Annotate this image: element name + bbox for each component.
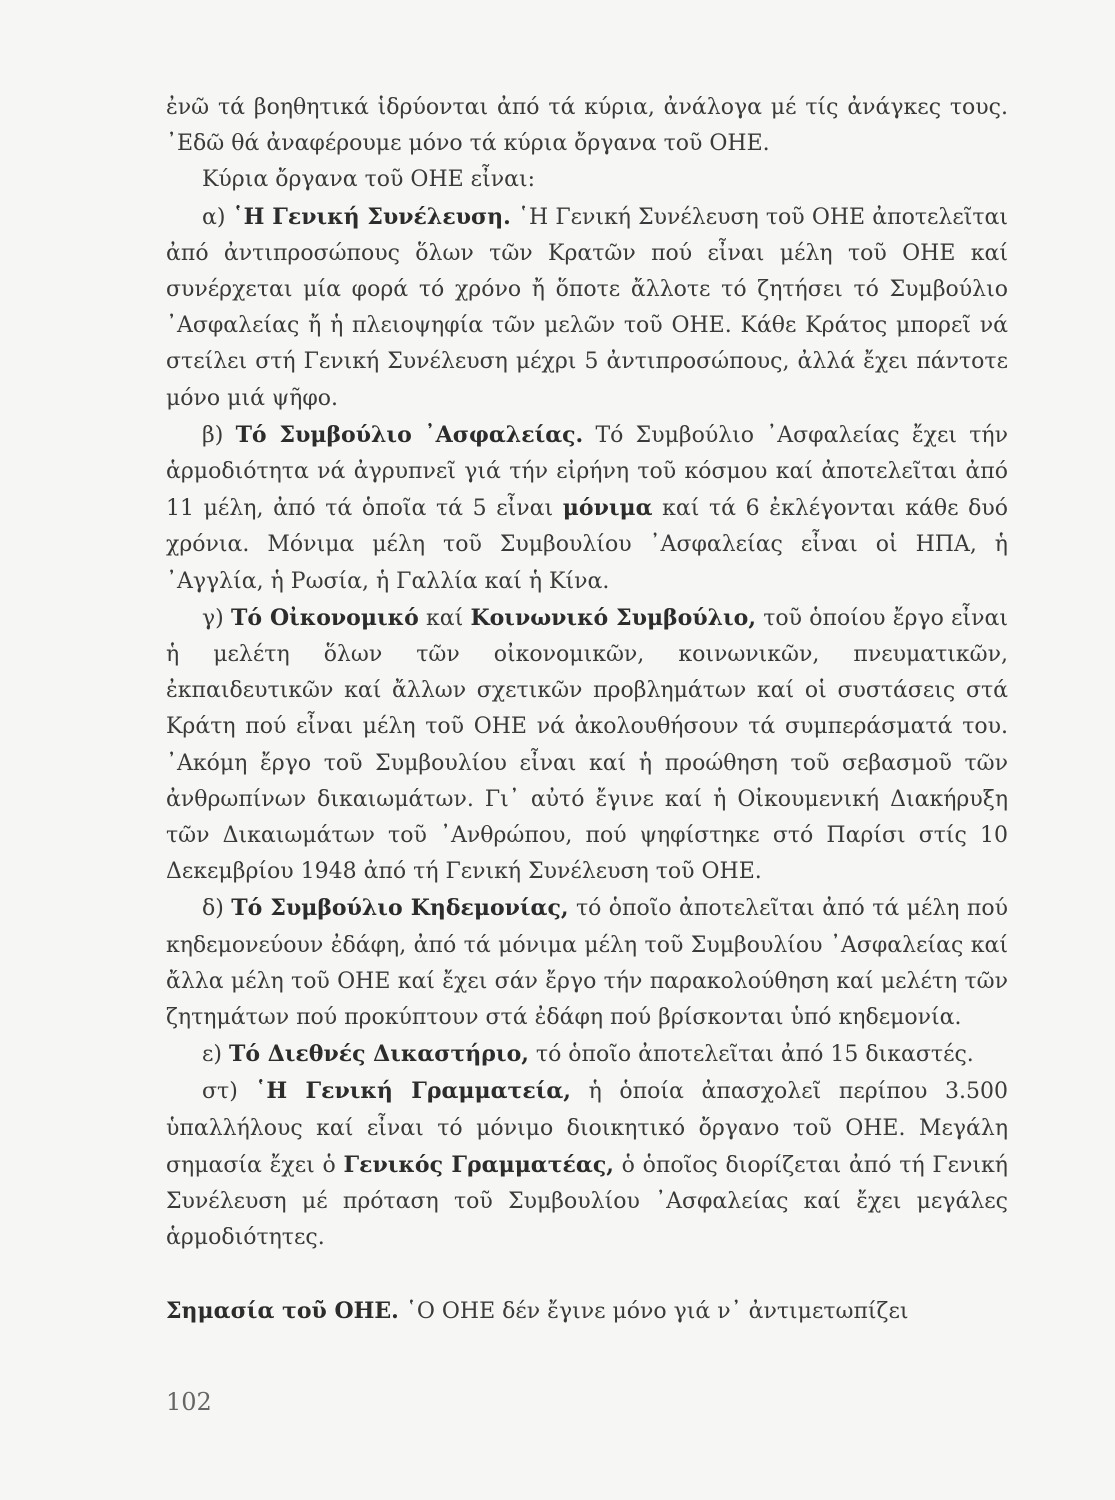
list-marker: δ) [202,896,232,922]
text-run: ῾Η Γενική Συνέλευση τοῦ ΟΗΕ ἀποτελεῖται ἀπό ἀντιπροσώπους ὅλων τῶν Κρατῶν πού εἶναι μέλη τοῦ ΟΗΕ καί συνέρχεται μία φορά τό χρόνο ἤ ὅποτε ἄλλοτε τό ζητήσει τό Συμβούλιο ᾿Ασφαλείας ἤ ἡ πλειοψηφία τῶν μελῶν τοῦ ΟΗΕ. Κάθε Κράτος μπορεῖ νά στείλει στή Γενική Συνέλευση μέχρι 5 ἀντιπροσώπους, ἀλλά ἔχει πάντοτε μόνο μιά ψῆφο. [166,204,1009,411]
paragraph-intro [166,90,1008,162]
bold-term: μόνιμα [562,495,653,522]
text-run: καί [418,605,471,631]
bold-term: Τό Διεθνές Δικαστήριο, [228,1041,529,1068]
paragraph-general-assembly [166,199,1008,417]
bold-term: Τό Οἰκονομικό [230,604,419,631]
text-run: ὁ ὁποῖος διορίζεται ἀπό τή Γενική Συνέλευση μέ πρόταση τοῦ Συμβουλίου ᾿Ασφαλείας καί ἔχει μεγάλες ἁρμοδιότητες. [166,1152,1008,1251]
paragraph-international-court [166,1036,1008,1073]
page-number: 102 [166,1388,212,1416]
text-run: ἐνῶ τά βοηθητικά ἱδρύονται ἀπό τά κύρια, ἀνάλογα μέ τίς ἀνάγκες τους. ᾿Εδῶ θά ἀναφέρουμε μόνο τά κύρια ὄργανα τοῦ ΟΗΕ. [166,95,1008,157]
list-marker: α) [202,204,233,230]
bold-term: ῾Η Γενική Γραμματεία, [255,1078,571,1105]
text-run: ῾Ο ΟΗΕ δέν ἔγινε μόνο γιά ν᾿ ἀντιμετωπίζει [398,1298,909,1324]
text-run: καί τά 6 ἐκλέγονται κάθε δυό χρόνια. Μόνιμα μέλη τοῦ Συμβουλίου ᾿Ασφαλείας εἶναι οἱ ΗΠΑ, ἡ ᾿Αγγλία, ἡ Ρωσία, ἡ Γαλλία καί ἡ Κίνα. [166,496,1008,594]
list-marker: ε) [202,1042,229,1068]
section-heading: Σημασία τοῦ ΟΗΕ. [166,1297,399,1324]
bold-term: Τό Συμβούλιο Κηδεμονίας, [231,895,569,922]
text-run: τό ὁποῖο ἀποτελεῖται ἀπό τά μέλη πού κηδεμονεύουν ἐδάφη, ἀπό τά μόνιμα μέλη τοῦ Συμβουλίου ᾿Ασφαλείας καί ἄλλα μέλη τοῦ ΟΗΕ καί ἔχει σάν ἔργο τήν παρακολούθηση καί μελέτη τῶν ζητημάτων πού προκύπτουν στά ἐδάφη πού βρίσκονται ὑπό κηδεμονία. [166,896,1008,1031]
text-run: τοῦ ὁποίου ἔργο εἶναι ἡ μελέτη ὅλων τῶν οἰκονομικῶν, κοινωνικῶν, πνευματικῶν, ἐκπαιδευτικῶν καί ἄλλων σχετικῶν προβλημάτων καί οἱ συστάσεις στά Κράτη πού εἶναι μέλη τοῦ ΟΗΕ νά ἀκολουθήσουν τά συμπεράσματά του. ᾿Ακόμη ἔργο τοῦ Συμβουλίου εἶναι καί ἡ προώθηση τοῦ σεβασμοῦ τῶν ἀνθρωπίνων δικαιωμάτων. Γι᾿ αὐτό ἔγινε καί ἡ Οἰκουμενική Διακήρυξη τῶν Δικαιωμάτων τοῦ ᾿Ανθρώπου, πού ψηφίστηκε στό Παρίσι στίς 10 Δεκεμβρίου 1948 ἀπό τή Γενική Συνέλευση τοῦ ΟΗΕ. [166,605,1008,885]
list-marker: στ) [202,1079,256,1105]
text-run: ἡ ὁποία ἀπασχολεῖ περίπου 3.500 ὑπαλλήλους καί εἶναι τό μόνιμο διοικητικό ὄργανο τοῦ ΟΗΕ. Μεγάλη σημασία ἔχει ὁ [166,1079,1009,1178]
list-marker: β) [202,422,236,448]
text-run: τό ὁποῖο ἀποτελεῖται ἀπό 15 δικαστές. [528,1042,974,1068]
paragraph-economic-social-council [166,600,1008,891]
paragraph-un-significance [166,1293,1008,1330]
text-run: Κύρια ὄργανα τοῦ ΟΗΕ εἶναι: [202,167,535,193]
bold-term: Τό Συμβούλιο ᾿Ασφαλείας. [235,421,584,448]
bold-term: ῾Η Γενική Συνέλευση. [232,203,511,230]
bold-term: Γενικός Γραμματέας, [343,1151,614,1178]
list-marker: γ) [202,605,231,631]
body-text [166,90,1008,1330]
paragraph-security-council [166,417,1008,600]
paragraph-trusteeship-council [166,890,1008,1036]
text-run: Τό Συμβούλιο ᾿Ασφαλείας ἔχει τήν ἁρμοδιότητα νά ἀγρυπνεῖ γιά τήν εἰρήνη τοῦ κόσμου καί ἀποτελεῖται ἀπό 11 μέλη, ἀπό τά ὁποῖα τά 5 εἶναι [166,422,1008,522]
paragraph-organs-heading [166,162,1008,198]
bold-term: Κοινωνικό Συμβούλιο, [470,604,757,631]
paragraph-secretariat [166,1073,1008,1256]
